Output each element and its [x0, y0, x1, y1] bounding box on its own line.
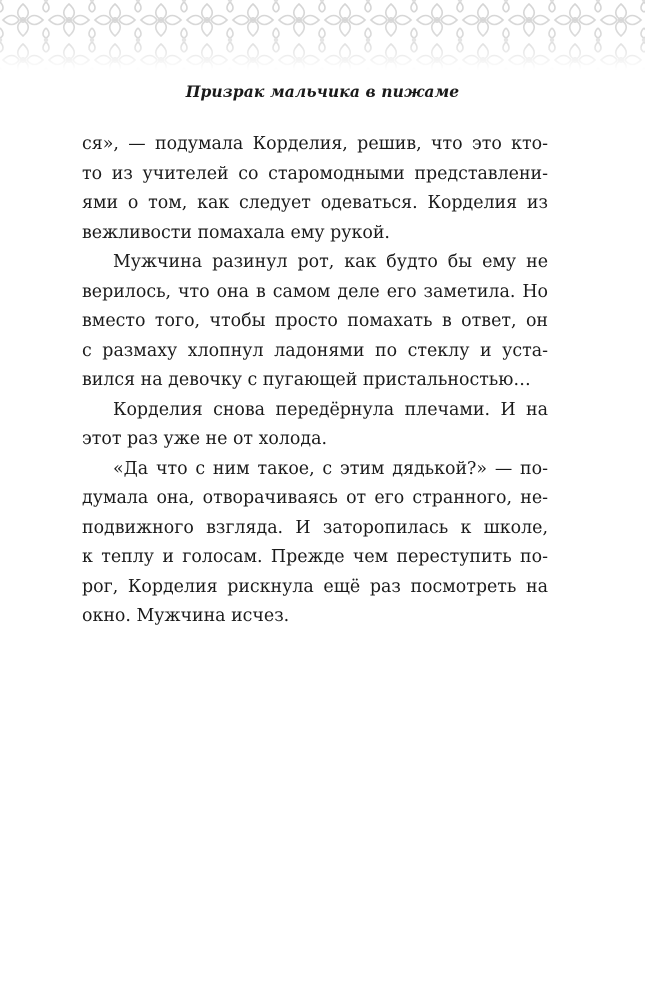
- text-line: Корделия снова передёрнула плечами. И на: [113, 399, 548, 420]
- text-line: ся», — подумала Корделия, решив, что это кто-: [82, 134, 548, 154]
- text-line: «Да что с ним такое, с этим дядькой?» — по-: [113, 458, 548, 479]
- text-line: вежливости помахала ему рукой.: [82, 222, 390, 243]
- ornament-band: [0, 0, 645, 70]
- text-line: верилось, что она в самом деле его заметила. Но: [82, 281, 548, 302]
- body-text: [82, 130, 548, 632]
- text-line: этот раз уже не от холода.: [82, 429, 327, 449]
- text-line: ями о том, как следует одеваться. Корделия из: [82, 193, 548, 213]
- text-line: к теплу и голосам. Прежде чем переступить по-: [82, 547, 548, 567]
- text-line: думала она, отворачиваясь от его странного, не-: [82, 488, 548, 508]
- text-line: окно. Мужчина исчез.: [82, 606, 290, 626]
- running-head: Призрак мальчика в пижаме: [185, 82, 460, 101]
- text-line: подвижного взгляда. И заторопилась к школе,: [82, 517, 548, 538]
- text-line: то из учителей со старомодными представлени-: [82, 163, 548, 184]
- text-line: Мужчина разинул рот, как будто бы ему не: [113, 252, 548, 272]
- text-line: с размаху хлопнул ладонями по стеклу и уста-: [82, 340, 548, 361]
- floral-ornament-icon: [0, 0, 645, 70]
- text-line: вместо того, чтобы просто помахать в ответ, он: [82, 311, 548, 331]
- text-line: рог, Корделия рискнула ещё раз посмотреть на: [82, 576, 548, 597]
- text-line: вился на девочку с пугающей пристальностью…: [82, 370, 531, 390]
